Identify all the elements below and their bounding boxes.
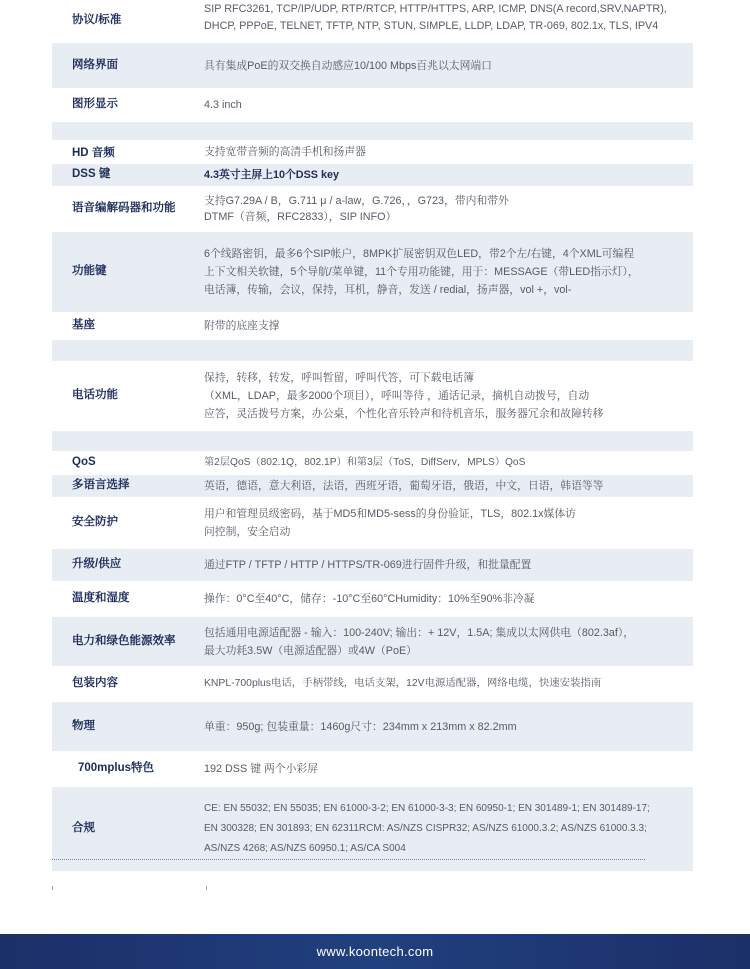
divider [52, 886, 53, 890]
spec-value: 支持宽带音频的高清手机和扬声器 [204, 146, 366, 158]
spec-value: 单重：950g; 包装重量：1460g尺寸：234mm x 213mm x 82.2mm [204, 720, 517, 733]
spec-label: QoS [72, 456, 96, 469]
spec-label: DSS 键 [72, 168, 111, 181]
spec-value: 192 DSS 键 两个小彩屏 [204, 763, 318, 775]
spec-row [52, 702, 693, 751]
spec-value: 英语，德语，意大利语，法语，西班牙语，葡萄牙语，俄语，中文，日语，韩语等等 [204, 480, 604, 492]
spec-row [52, 88, 693, 122]
divider [206, 886, 207, 890]
footer-bar [0, 934, 750, 969]
spec-label: 升级/供应 [72, 558, 122, 571]
spec-row [52, 666, 693, 702]
divider [52, 859, 645, 860]
spec-value: SIP RFC3261, TCP/IP/UDP, RTP/RTCP, HTTP/HTTPS, ARP, ICMP, DNS(A record,SRV,NAPTR), DHCP, PPPoE, TELNET, TFTP, NTP, STUN, SIMPLE, LLDP, LDAP, TR-069, 802.1x, TLS, IPV4 [204, 3, 667, 32]
spec-label: 电力和绿色能源效率 [72, 634, 176, 647]
spec-label: 合规 [72, 822, 95, 835]
spec-label: 功能键 [72, 265, 107, 278]
spec-value: CE: EN 55032; EN 55035; EN 61000-3-2; EN 61000-3-3; EN 60950-1; EN 301489-1; EN 301489-17; EN 300328; EN 301893; EN 62311RCM: AS/NZS CISPR32; AS/NZS 61000.3.2; AS/NZS 61000.3.3; AS/NZS 4268; AS/NZS 60950.1; AS/CA S004 [204, 803, 650, 854]
spec-value: 保持，转移，转发，呼叫暂留，呼叫代答，可下载电话簿 （XML，LDAP，最多2000个项目），呼叫等待 ，通话记录，摘机自动拨号，自动 应答，灵活拨号方案，办公桌，个性化音乐铃声和待机音乐，服务器冗余和故障转移 [204, 372, 604, 420]
spec-row [52, 43, 693, 88]
spec-row [52, 186, 693, 232]
spec-row [52, 497, 693, 549]
spec-row [52, 0, 693, 42]
spec-label: 语音编解码器和功能 [72, 202, 176, 215]
spec-label: 基座 [72, 319, 95, 332]
spec-value: 通过FTP / TFTP / HTTP / HTTPS/TR-069进行固件升级，和批量配置 [204, 559, 532, 571]
spec-label: 多语言选择 [72, 479, 130, 492]
spec-row [52, 617, 693, 666]
spec-row [52, 232, 693, 312]
spec-value: 4.3英寸主屏上10个DSS key [204, 169, 340, 181]
spec-label: HD 音频 [72, 147, 115, 160]
spec-row [52, 475, 693, 497]
spec-row [52, 451, 693, 475]
spec-row [52, 751, 693, 787]
spec-label: 包装内容 [72, 677, 118, 690]
spec-label: 网络界面 [72, 58, 118, 71]
spec-value: 具有集成PoE的双交换自动感应10/100 Mbps百兆以太网端口 [204, 59, 492, 72]
spec-label: 安全防护 [72, 516, 118, 529]
spacer-row [52, 340, 693, 361]
spec-row [52, 549, 693, 581]
spec-value: 包括通用电源适配器 - 输入：100-240V; 输出：+ 12V，1.5A; 集成以太网供电（802.3af）， 最大功耗3.5W（电源适配器）或4W（PoE） [204, 626, 635, 657]
spec-row [52, 140, 693, 164]
spec-value: 4.3 inch [204, 99, 242, 111]
spec-label: 温度和湿度 [72, 592, 130, 605]
spec-value: 附带的底座支撑 [204, 320, 280, 332]
website-link[interactable]: www.koontech.com [316, 944, 434, 959]
spec-label: 图形显示 [72, 98, 118, 111]
spec-label: 物理 [72, 719, 95, 732]
spec-row [52, 581, 693, 617]
spec-label: 700mplus特色 [77, 762, 155, 775]
spacer-row [52, 122, 693, 140]
spec-value: 支持G7.29A / B，G.711 μ / a-law，G.726，，G723，带内和带外 DTMF（音频，RFC2833），SIP INFO） [204, 194, 509, 223]
spec-value: 用户和管理员级密码，基于MD5和MD5-sess的身份验证，TLS，802.1x媒体访 问控制，安全启动 [204, 508, 576, 538]
spec-row [52, 361, 693, 431]
spec-value: KNPL-700plus电话，手柄带线，电话支架，12V电源适配器，网络电缆，快速安装指南 [204, 678, 602, 689]
spec-label: 协议/标准 [72, 14, 122, 27]
spec-label: 电话功能 [72, 389, 118, 402]
spec-value: 6个线路密钥，最多6个SIP帐户，8MPK扩展密钥双色LED，带2个左/右键，4个XML可编程 上下文相关软键，5个导航/菜单键，11个专用功能键，用于：MESSAGE（带LED指示灯）， 电话簿，传输，会议，保持，耳机，静音，发送 / redial，扬声器，vol +，vol- [204, 248, 639, 296]
spec-row [52, 164, 693, 186]
spec-value: 操作：0°C至40°C，储存：-10°C至60°CHumidity：10%至90%非冷凝 [204, 593, 535, 605]
spacer-row [52, 431, 693, 451]
spec-value: 第2层QoS（802.1Q，802.1P）和第3层（ToS，DiffServ，MPLS）QoS [204, 457, 526, 468]
spec-row [52, 312, 693, 340]
